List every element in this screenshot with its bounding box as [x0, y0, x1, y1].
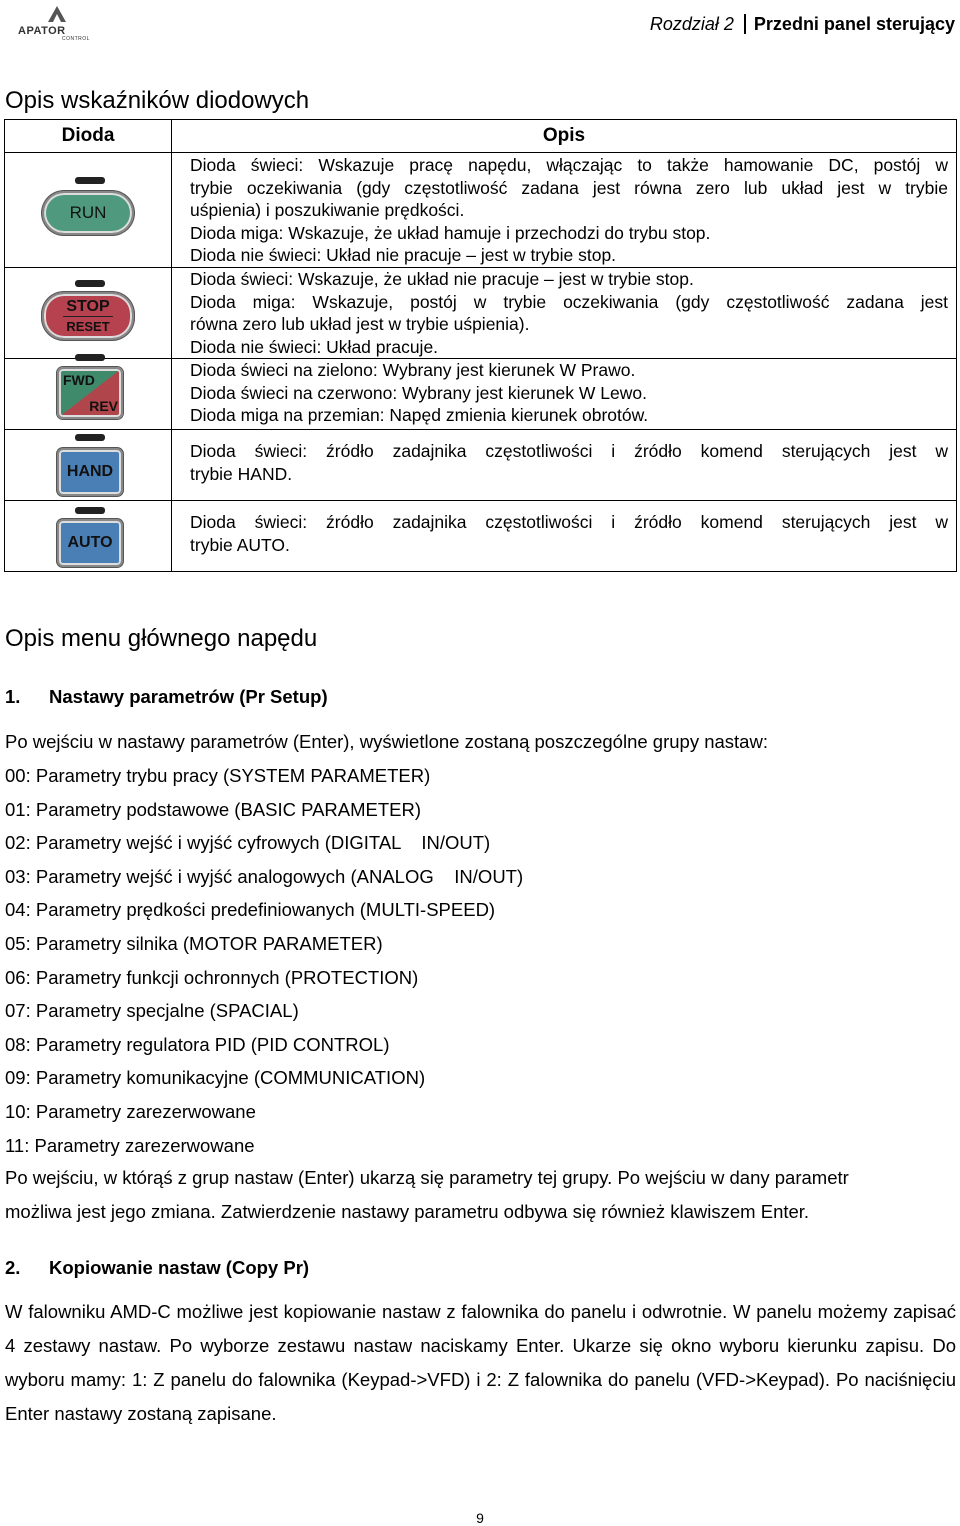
table-row [5, 430, 957, 501]
fwd-rev-button-icon: FWD REV [57, 367, 123, 419]
desc-line: trybie AUTO. [190, 534, 290, 555]
table-row [5, 359, 957, 430]
stop-led-indicator [75, 280, 105, 287]
led-section-title: Opis wskaźników diodowych [5, 87, 310, 114]
desc-line: trybie HAND. [190, 463, 293, 484]
parameter-group-item: 07: Parametry specjalne (SPACIAL) [5, 1000, 299, 1022]
parameter-group-item: 04: Parametry prędkości predefiniowanych (MULTI-SPEED) [5, 899, 496, 921]
hand-led-indicator [75, 434, 105, 441]
parameter-group-item: 09: Parametry komunikacyjne (COMMUNICATION) [5, 1067, 426, 1089]
desc-line: Dioda świeci na zielono: Wybrany jest kierunek W Prawo. [190, 360, 636, 380]
header-divider [744, 14, 746, 34]
item2-paragraph: W falowniku AMD-C możliwe jest kopiowanie nastaw z falownika do panelu i odwrotnie. W panelu możemy zapisać 4 zestawy nastaw. Po wyborze zestawu nastaw naciskamy Enter. Ukarze się okno wyboru kierunku zapisu. Do wyboru mamy: 1: Z panelu do falownika (Keypad->VFD) i 2: Z falownika do panelu (VFD->Keypad). Po naciśnięciu Enter nastawy zostaną zapisane. [5, 1301, 956, 1424]
col-header-led: Dioda [5, 120, 172, 153]
fwd-rev-led-indicator [75, 354, 105, 361]
running-header [650, 14, 955, 35]
run-button-icon: RUN [42, 191, 134, 235]
parameter-group-item: 06: Parametry funkcji ochronnych (PROTECTION) [5, 966, 419, 988]
desc-line: Dioda świeci: źródło zadajnika częstotliwości i źródło komend sterujących jest w [190, 441, 948, 461]
item1-intro: Po wejściu w nastawy parametrów (Enter), wyświetlone zostaną poszczególne grupy nastaw: [5, 731, 768, 752]
stop-reset-button-icon: STOP RESET [42, 292, 134, 340]
section-label: Przedni panel sterujący [753, 14, 955, 34]
auto-button-icon: AUTO [57, 519, 123, 567]
desc-line: Dioda miga: Wskazuje, że układ hamuje i przechodzi do trybu stop. [190, 222, 711, 243]
desc-line: Dioda świeci: Wskazuje pracę napędu, włączając to także hamowanie DC, postój w [190, 155, 948, 175]
parameter-group-item: 05: Parametry silnika (MOTOR PARAMETER) [5, 933, 383, 954]
menu-section-title: Opis menu głównego napędu [5, 625, 318, 652]
parameter-group-item: 08: Parametry regulatora PID (PID CONTROL) [5, 1033, 390, 1055]
hand-button-icon: HAND [57, 448, 123, 496]
parameter-group-item: 10: Parametry zarezerwowane [5, 1101, 256, 1122]
desc-line: Dioda świeci na czerwono: Wybrany jest kierunek W Lewo. [190, 382, 647, 403]
logo-sub: CONTROL [62, 36, 90, 42]
item1-outro-2: możliwa jest jego zmiana. Zatwierdzenie nastawy parametru odbywa się również klawiszem Enter. [5, 1201, 810, 1222]
logo-brand: APATOR [18, 25, 66, 37]
parameter-group-item: 00: Parametry trybu pracy (SYSTEM PARAMETER) [5, 765, 431, 786]
table-row [5, 501, 957, 572]
parameter-group-item: 01: Parametry podstawowe (BASIC PARAMETER) [5, 798, 422, 820]
auto-led-indicator [75, 507, 105, 514]
desc-line: Dioda miga na przemian: Napęd zmienia kierunek obrotów. [190, 405, 649, 425]
item1-heading: 1. Nastawy parametrów (Pr Setup) [5, 686, 328, 707]
chapter-label: Rozdział 2 [649, 14, 734, 34]
col-header-desc: Opis [172, 120, 957, 153]
desc-line: równa zero lub układ jest w trybie uśpienia). [190, 314, 530, 334]
desc-line: uśpienia) i poszukiwanie prędkości. [190, 200, 465, 220]
desc-line: Dioda nie świeci: Układ nie pracuje – jest w trybie stop. [190, 245, 617, 265]
led-table [4, 119, 957, 572]
run-led-indicator [75, 177, 105, 184]
desc-line: trybie oczekiwania (gdy częstotliwość zadana jest równa zero lub układ jest w trybie [190, 177, 948, 198]
parameter-group-item: 11: Parametry zarezerwowane [5, 1134, 255, 1156]
desc-line: Dioda miga: Wskazuje, postój w trybie oczekiwania (gdy częstotliwość zadana jest [190, 291, 948, 312]
table-row [5, 268, 957, 359]
page-number: 9 [476, 1510, 484, 1526]
desc-line: Dioda świeci: Wskazuje, że układ nie pracuje – jest w trybie stop. [190, 269, 694, 289]
item1-outro-1: Po wejściu, w którąś z grup nastaw (Enter) ukarzą się parametry tej grupy. Po wejściu w dany parametr [5, 1167, 849, 1188]
parameter-group-item: 02: Parametry wejść i wyjść cyfrowych (DIGITAL IN/OUT) [5, 832, 491, 854]
item2-heading: 2. Kopiowanie nastaw (Copy Pr) [5, 1257, 310, 1278]
apator-logo [14, 6, 100, 40]
parameter-group-item: 03: Parametry wejść i wyjść analogowych (ANALOG IN/OUT) [5, 865, 524, 887]
desc-line: Dioda nie świeci: Układ pracuje. [190, 336, 439, 357]
desc-line: Dioda świeci: źródło zadajnika częstotliwości i źródło komend sterujących jest w [190, 512, 948, 532]
table-row [5, 153, 957, 268]
